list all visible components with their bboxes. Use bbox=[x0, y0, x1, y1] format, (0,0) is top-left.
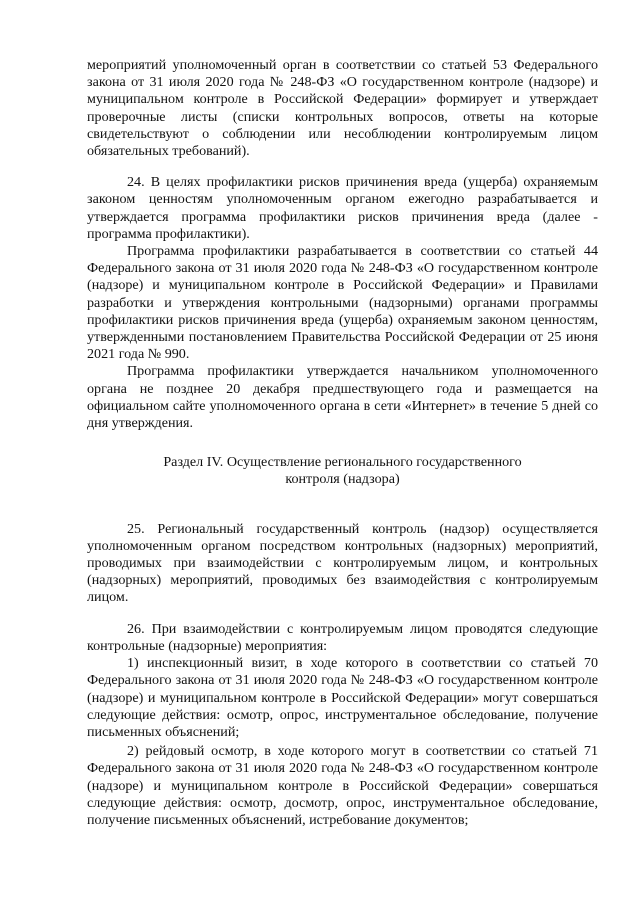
paragraph-24-program-development: Программа профилактики разрабатывается в соответствии со статьей 44 Федерального закона от 31 июля 2020 года № 248-ФЗ «О государственном контроле (надзоре) и муниципальном контроле в Российской Федерации» и Правилами разработки и утверждения контрольными (надзорными) органами программы профилактики рисков причинения вреда (ущерба) охраняемым законом ценностям, утвержденными постановлением Правительства Российской Федерации от 25 июня 2021 года № 990. bbox=[87, 243, 598, 363]
document-body bbox=[87, 57, 598, 829]
paragraph-26-item-1: 1) инспекционный визит, в ходе которого в соответствии со статьей 70 Федерального закона от 31 июля 2020 года № 248-ФЗ «О государственном контроле (надзоре) и муниципальном контроле в Российской Федерации» могут совершаться следующие действия: осмотр, опрос, инструментальное обследование, получение письменных объяснений; bbox=[87, 655, 598, 740]
paragraph-26-item-2: 2) рейдовый осмотр, в ходе которого могут в соответствии со статьей 71 Федерального закона от 31 июля 2020 года № 248-ФЗ «О государственном контроле (надзоре) и муниципальном контроле в Российской Федерации» совершаться следующие действия: осмотр, досмотр, опрос, инструментальное обследование, получение письменных объяснений, истребование документов; bbox=[87, 743, 598, 828]
paragraph-26: 26. При взаимодействии с контролируемым лицом проводятся следующие контрольные (надзорные) мероприятия: bbox=[87, 620, 598, 654]
paragraph-24: 24. В целях профилактики рисков причинения вреда (ущерба) охраняемым законом ценностям уполномоченным органом ежегодно разрабатывается и утверждается программа профилактики рисков причинения вреда (далее - программа профилактики). bbox=[87, 174, 598, 242]
section-heading-line-2: контроля (надзора) bbox=[285, 471, 400, 488]
section-heading bbox=[87, 454, 598, 488]
section-heading-line-1: Раздел IV. Осуществление регионального государственного bbox=[163, 454, 522, 471]
paragraph-25: 25. Региональный государственный контроль (надзор) осуществляется уполномоченным органом посредством контрольных (надзорных) мероприятий, проводимых при взаимодействии с контролируемым лицом, и контрольных (надзорных) мероприятий, проводимых без взаимодействия с контролируемым лицом. bbox=[87, 520, 598, 606]
paragraph-continuation: мероприятий уполномоченный орган в соответствии со статьей 53 Федерального закона от 31 июля 2020 года № 248-ФЗ «О государственном контроле (надзоре) и муниципальном контроле в Российской Федерации» формирует и утверждает проверочные листы (списки контрольных вопросов, ответы на которые свидетельствуют о соблюдении или несоблюдении контролируемым лицом обязательных требований). bbox=[87, 57, 598, 160]
paragraph-24-program-approval: Программа профилактики утверждается начальником уполномоченного органа не позднее 20 декабря предшествующего года и размещается на официальном сайте уполномоченного органа в сети «Интернет» в течение 5 дней со дня утверждения. bbox=[87, 363, 598, 432]
